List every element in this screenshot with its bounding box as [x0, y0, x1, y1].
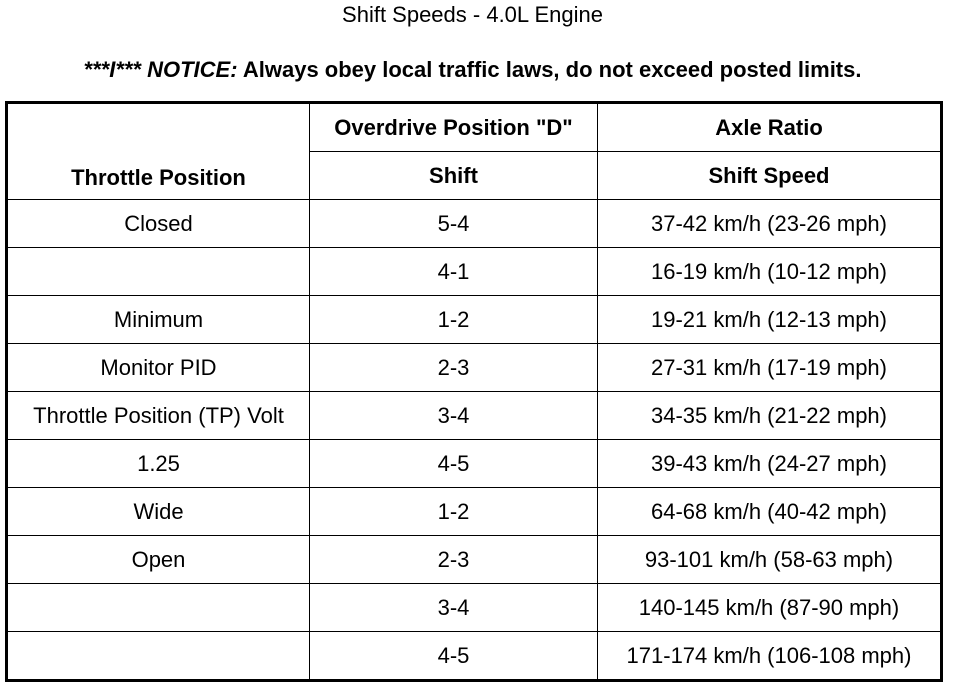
- cell-shift: 5-4: [310, 200, 598, 248]
- cell-shift: 2-3: [310, 536, 598, 584]
- table-row: [7, 440, 942, 488]
- cell-shift-speed: 39-43 km/h (24-27 mph): [598, 440, 942, 488]
- shift-speed-table: [5, 101, 943, 682]
- cell-throttle: Open: [7, 536, 310, 584]
- cell-shift: 3-4: [310, 392, 598, 440]
- cell-shift: 2-3: [310, 344, 598, 392]
- notice-banner: [0, 56, 945, 84]
- cell-shift-speed: 64-68 km/h (40-42 mph): [598, 488, 942, 536]
- header-row-top: [7, 103, 942, 152]
- cell-shift: 4-1: [310, 248, 598, 296]
- cell-shift-speed: 140-145 km/h (87-90 mph): [598, 584, 942, 632]
- header-axle-ratio: Axle Ratio: [598, 103, 942, 152]
- table-header: [7, 103, 942, 200]
- table-row: [7, 392, 942, 440]
- cell-shift: 3-4: [310, 584, 598, 632]
- cell-throttle: [7, 248, 310, 296]
- header-shift: Shift: [310, 152, 598, 200]
- table-row: [7, 296, 942, 344]
- cell-throttle: Wide: [7, 488, 310, 536]
- cell-shift: 1-2: [310, 296, 598, 344]
- table-body: [7, 200, 942, 681]
- table-row: [7, 200, 942, 248]
- cell-shift-speed: 171-174 km/h (106-108 mph): [598, 632, 942, 681]
- table-row: [7, 344, 942, 392]
- table-row: [7, 536, 942, 584]
- table-row: [7, 248, 942, 296]
- cell-shift: 1-2: [310, 488, 598, 536]
- cell-throttle: Minimum: [7, 296, 310, 344]
- table-row: [7, 632, 942, 681]
- cell-throttle: Monitor PID: [7, 344, 310, 392]
- notice-lead: ***I*** NOTICE:: [83, 57, 238, 82]
- cell-throttle: Closed: [7, 200, 310, 248]
- table-row: [7, 488, 942, 536]
- cell-shift: 4-5: [310, 632, 598, 681]
- cell-shift-speed: 16-19 km/h (10-12 mph): [598, 248, 942, 296]
- cell-throttle: 1.25: [7, 440, 310, 488]
- page-title: Shift Speeds - 4.0L Engine: [342, 2, 603, 27]
- header-throttle-position: Throttle Position: [7, 103, 310, 200]
- cell-shift-speed: 27-31 km/h (17-19 mph): [598, 344, 942, 392]
- cell-shift-speed: 37-42 km/h (23-26 mph): [598, 200, 942, 248]
- header-shift-speed: Shift Speed: [598, 152, 942, 200]
- cell-shift-speed: 93-101 km/h (58-63 mph): [598, 536, 942, 584]
- cell-shift-speed: 19-21 km/h (12-13 mph): [598, 296, 942, 344]
- notice-text: Always obey local traffic laws, do not exceed posted limits.: [242, 57, 862, 82]
- header-overdrive-position: Overdrive Position "D": [310, 103, 598, 152]
- cell-throttle: [7, 584, 310, 632]
- table-row: [7, 584, 942, 632]
- cell-shift: 4-5: [310, 440, 598, 488]
- cell-shift-speed: 34-35 km/h (21-22 mph): [598, 392, 942, 440]
- cell-throttle: Throttle Position (TP) Volt: [7, 392, 310, 440]
- cell-throttle: [7, 632, 310, 681]
